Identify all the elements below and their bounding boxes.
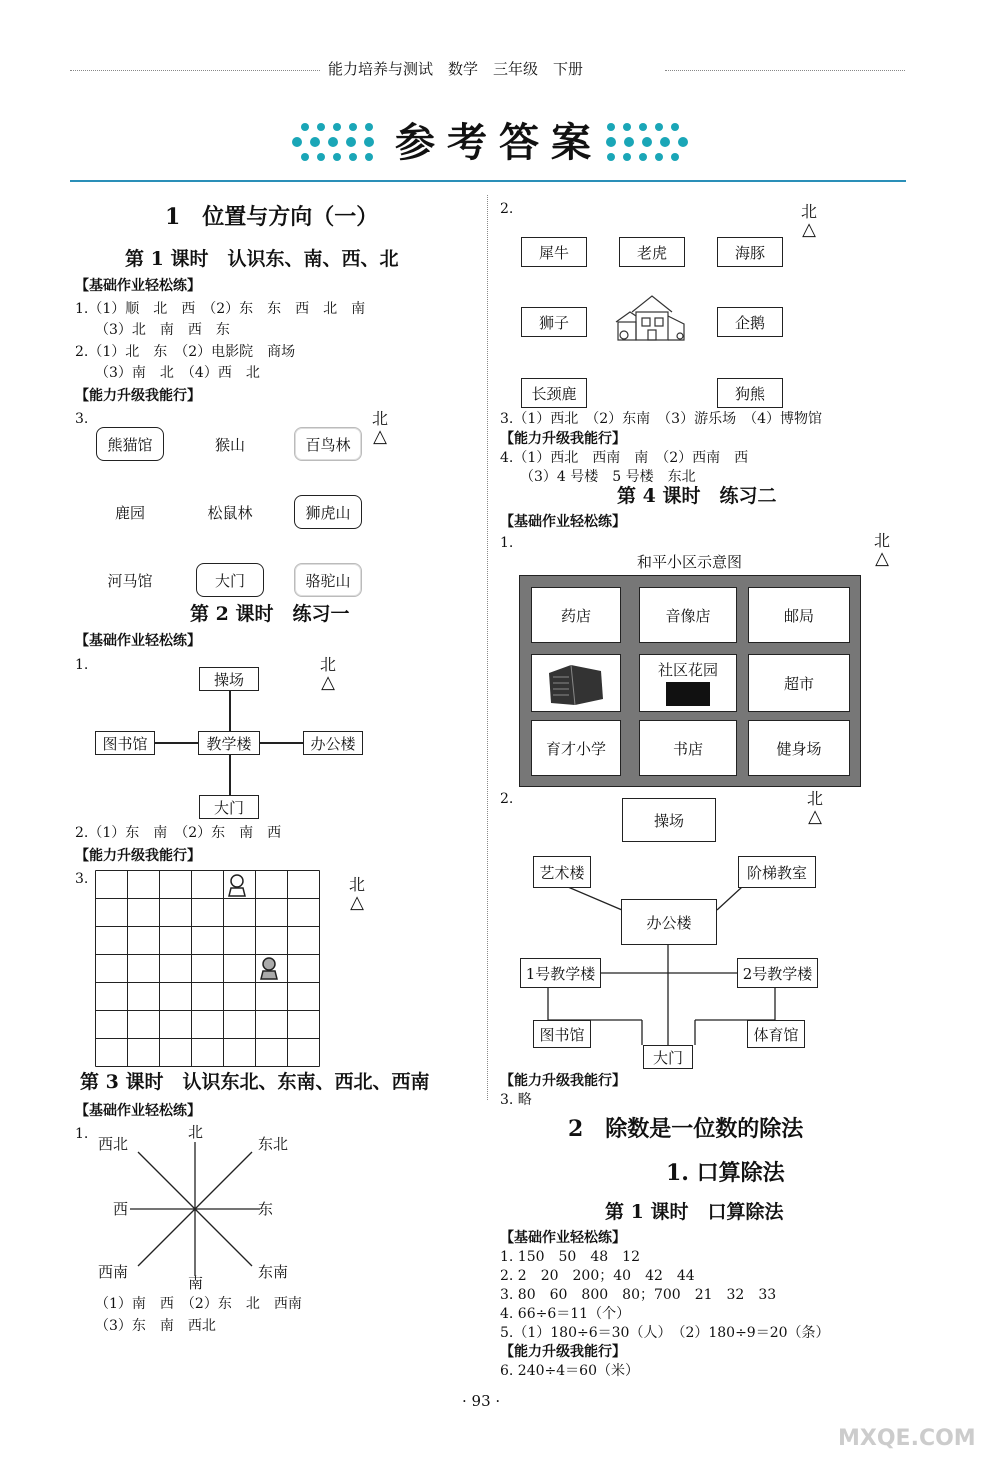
unit1-title: 1 位置与方向（一） [165,204,379,230]
map-bookstore: 书店 [639,720,737,776]
compass-s: 南 [188,1274,204,1292]
campus-lecture: 阶梯教室 [738,856,816,888]
compass-sw: 西南 [98,1263,129,1281]
zoo-hippo: 河马馆 [96,563,164,597]
l1-q2a: 2.（1）北 东 （2）电影院 商场 [75,344,296,360]
banner-dots-right [595,120,695,165]
compass-w: 西 [113,1200,129,1218]
basic-label-3: 【基础作业轻松练】 [75,1103,201,1119]
zoo-panda: 熊猫馆 [96,427,164,461]
animal-rhino: 犀牛 [521,237,587,267]
zoo-camel: 骆驼山 [294,563,362,597]
animal-giraffe: 长颈鹿 [521,378,587,408]
map-building [531,654,621,712]
compass-ne: 东北 [258,1135,289,1153]
watermark: MXQE.COM [838,1426,976,1451]
l3-a2: （3）东 南 西北 [95,1318,216,1334]
animal-lion: 狮子 [521,307,587,337]
animal-bear: 狗熊 [717,378,783,408]
building-icon [541,659,611,707]
r-l4-q2: 2. [500,791,514,807]
header-rule-right [665,70,905,71]
person-icon-2 [261,958,277,979]
r-l4-q1: 1. [500,535,514,551]
header-title: 能力培养与测试 数学 三年级 下册 [328,60,584,78]
l1-q2b: （3）南 北 （4）西 北 [95,365,260,381]
r-a3: 3. 80 60 800 80；700 21 32 33 [500,1287,777,1303]
l2-q3: 3. [75,871,89,887]
campus-art: 艺术楼 [533,856,591,888]
r-a2: 2. 2 20 200；40 42 44 [500,1268,695,1284]
map-video-store: 音像店 [639,587,737,643]
l1-q1a: 1.（1）顺 北 西 （2）东 东 西 北 南 [75,301,366,317]
r-advanced-2: 【能力升级我能行】 [500,1073,626,1089]
north-indicator-r2: 北 △ [873,531,890,569]
school-line-h-left [155,742,198,744]
l2-q2: 2.（1）东 南 （2）东 南 西 [75,825,282,841]
animal-penguin: 企鹅 [717,307,783,337]
sub-title: 1. 口算除法 [666,1160,785,1186]
lesson3-title: 第 3 课时 认识东北、东南、西北、西南 [80,1071,430,1093]
school-office: 办公楼 [303,731,363,755]
map-supermarket: 超市 [748,654,850,712]
campus-office: 办公楼 [621,899,717,945]
campus-gate: 大门 [643,1045,693,1069]
north-indicator-3: 北 △ [348,875,365,913]
r-advanced: 【能力升级我能行】 [500,431,626,447]
person-icon-1 [229,875,245,896]
zoo-lion: 狮虎山 [294,495,362,529]
grid-map [95,870,320,1067]
l2-q1: 1. [75,657,89,673]
map-garden-label: 社区花园 [657,661,718,679]
compass-lines [120,1140,270,1280]
school-line-v-up [229,690,231,732]
r-basic: 【基础作业轻松练】 [500,514,626,530]
l1-q3: 3. [75,411,89,427]
column-divider [487,195,488,1100]
zoo-monkey: 猴山 [196,427,264,461]
r-a6: 6. 240÷4＝60（米） [500,1363,639,1379]
campus-b2: 2号教学楼 [737,958,818,988]
basic-label-2: 【基础作业轻松练】 [75,633,201,649]
compass-nw: 西北 [98,1135,129,1153]
north-indicator-2: 北 △ [319,655,336,693]
map-fitness: 健身场 [748,720,850,776]
r-a4: 4. 66÷6＝11（个） [500,1306,631,1322]
l3-a1: （1）南 西 （2）东 北 西南 [95,1296,302,1312]
lesson1-title: 第 1 课时 认识东、南、西、北 [125,248,399,270]
zoo-birds: 百鸟林 [294,427,362,461]
campus-playground: 操场 [622,798,716,842]
zoo-gate: 大门 [196,563,264,597]
r-basic-2: 【基础作业轻松练】 [500,1230,626,1246]
r-a5: 5.（1）180÷6＝30（人） （2）180÷9＝20（条） [500,1325,830,1341]
north-indicator: 北 △ [371,409,388,447]
map-school: 育才小学 [531,720,621,776]
animal-tiger: 老虎 [619,237,685,267]
school-line-v-down [229,755,231,795]
page-number: · 93 · [462,1392,501,1410]
map-title: 和平小区示意图 [637,553,743,571]
school-playground: 操场 [199,667,259,691]
advanced-label-2: 【能力升级我能行】 [75,848,201,864]
r-a1: 1. 150 50 48 12 [500,1249,640,1265]
r-q3: 3.（1）西北 （2）东南 （3）游乐场 （4）博物馆 [500,411,822,427]
r-l4-q3: 3. 略 [500,1092,532,1108]
basic-label: 【基础作业轻松练】 [75,278,201,294]
zoo-deer: 鹿园 [96,495,164,529]
campus-library: 图书馆 [533,1020,591,1048]
compass-se: 东南 [258,1263,289,1281]
campus-gym: 体育馆 [747,1020,805,1048]
banner-rule [70,180,906,182]
north-indicator-r1: 北 △ [800,202,817,240]
advanced-label: 【能力升级我能行】 [75,388,201,404]
r-q4a: 4.（1）西北 西南 南 （2）西南 西 [500,450,749,466]
l1-q1b: （3）北 南 西 东 [95,322,230,338]
map-post-office: 邮局 [748,587,850,643]
compass-e: 东 [258,1200,274,1218]
lesson4-title: 第 4 课时 练习二 [617,485,777,507]
school-teaching: 教学楼 [198,731,260,755]
lesson2-title: 第 2 课时 练习一 [190,603,350,625]
r-advanced-3: 【能力升级我能行】 [500,1344,626,1360]
school-library: 图书馆 [95,731,155,755]
school-gate: 大门 [199,795,259,819]
garden-dark-image [666,682,710,706]
l3-q1: 1. [75,1126,89,1142]
r-q2: 2. [500,201,514,217]
animal-dolphin: 海豚 [717,237,783,267]
unit2-title: 2 除数是一位数的除法 [568,1116,804,1142]
north-indicator-r3: 北 △ [806,789,823,827]
lesson5-title: 第 1 课时 口算除法 [605,1201,784,1223]
house-icon [612,290,692,345]
zoo-squirrel: 松鼠林 [196,495,264,529]
school-line-h-right [260,742,303,744]
compass-n: 北 [188,1123,204,1141]
header-rule-left [70,70,320,71]
campus-b1: 1号教学楼 [520,958,601,988]
map-garden [639,654,737,712]
banner-title: 参考答案 [395,119,603,166]
banner-dots-left [285,120,385,165]
map-pharmacy: 药店 [531,587,621,643]
r-q4b: （3）4 号楼 5 号楼 东北 [520,469,696,485]
